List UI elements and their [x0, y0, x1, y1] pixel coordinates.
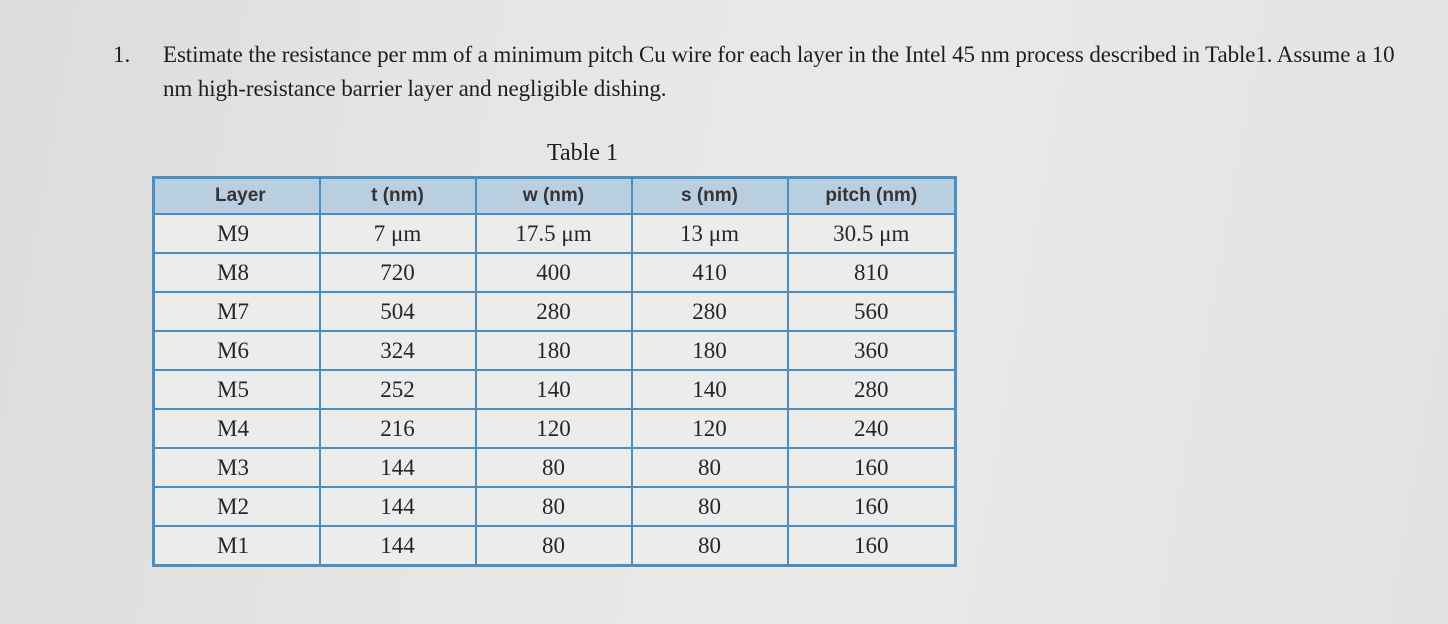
cell-pitch: 240: [788, 409, 956, 448]
cell-thickness: 144: [320, 448, 476, 487]
cell-width: 80: [476, 448, 632, 487]
table-row: [154, 370, 956, 409]
cell-pitch: 160: [788, 448, 956, 487]
cell-spacing: 120: [632, 409, 788, 448]
cell-width: 17.5 μm: [476, 214, 632, 253]
cell-thickness: 144: [320, 526, 476, 566]
cell-layer: M1: [154, 526, 320, 566]
cell-pitch: 160: [788, 526, 956, 566]
header-thickness: t (nm): [320, 178, 476, 215]
header-pitch: pitch (nm): [788, 178, 956, 215]
cell-spacing: 180: [632, 331, 788, 370]
cell-spacing: 80: [632, 526, 788, 566]
cell-thickness: 252: [320, 370, 476, 409]
table-header-row: [154, 178, 956, 215]
cell-layer: M8: [154, 253, 320, 292]
cell-thickness: 144: [320, 487, 476, 526]
cell-width: 80: [476, 487, 632, 526]
cell-pitch: 30.5 μm: [788, 214, 956, 253]
cell-layer: M3: [154, 448, 320, 487]
cell-spacing: 410: [632, 253, 788, 292]
cell-spacing: 80: [632, 448, 788, 487]
cell-layer: M5: [154, 370, 320, 409]
cell-thickness: 504: [320, 292, 476, 331]
cell-thickness: 7 μm: [320, 214, 476, 253]
cell-spacing: 140: [632, 370, 788, 409]
header-layer: Layer: [154, 178, 320, 215]
cell-pitch: 810: [788, 253, 956, 292]
cell-layer: M2: [154, 487, 320, 526]
question-text: Estimate the resistance per mm of a minimum pitch Cu wire for each layer in the Intel 45 nm process described in Table1. Assume a 10 nm high-resistance barrier layer and negligible dishing.: [163, 42, 1395, 101]
cell-layer: M6: [154, 331, 320, 370]
cell-layer: M4: [154, 409, 320, 448]
table-caption: Table 1: [547, 140, 618, 166]
cell-thickness: 216: [320, 409, 476, 448]
cell-thickness: 324: [320, 331, 476, 370]
table-row: [154, 487, 956, 526]
cell-pitch: 560: [788, 292, 956, 331]
cell-width: 400: [476, 253, 632, 292]
table-row: [154, 526, 956, 566]
cell-layer: M9: [154, 214, 320, 253]
table-row: [154, 409, 956, 448]
cell-width: 280: [476, 292, 632, 331]
metal-layer-table: [152, 176, 957, 567]
question-number: 1.: [113, 42, 131, 67]
cell-pitch: 160: [788, 487, 956, 526]
table-row: [154, 253, 956, 292]
cell-spacing: 280: [632, 292, 788, 331]
cell-spacing: 13 μm: [632, 214, 788, 253]
table-row: [154, 331, 956, 370]
cell-layer: M7: [154, 292, 320, 331]
cell-width: 120: [476, 409, 632, 448]
table-row: [154, 214, 956, 253]
cell-width: 140: [476, 370, 632, 409]
table-row: [154, 448, 956, 487]
cell-width: 180: [476, 331, 632, 370]
cell-pitch: 360: [788, 331, 956, 370]
header-width: w (nm): [476, 178, 632, 215]
cell-spacing: 80: [632, 487, 788, 526]
cell-thickness: 720: [320, 253, 476, 292]
table-row: [154, 292, 956, 331]
cell-pitch: 280: [788, 370, 956, 409]
header-spacing: s (nm): [632, 178, 788, 215]
cell-width: 80: [476, 526, 632, 566]
